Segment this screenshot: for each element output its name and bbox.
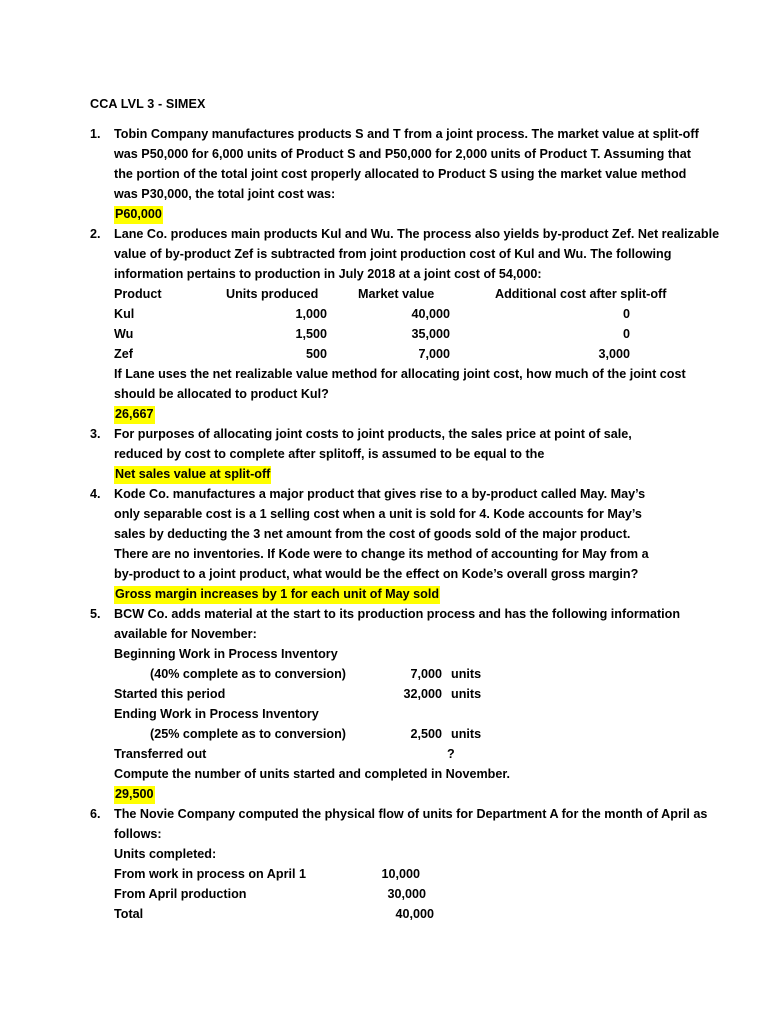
table-header-cell: Units produced	[226, 287, 319, 301]
question-text-line: only separable cost is a 1 selling cost when a unit is sold for 4. Kode accounts for May’s	[114, 507, 642, 521]
inventory-label: (25% complete as to conversion)	[150, 727, 346, 741]
table-header-cell: Additional cost after split-off	[495, 287, 667, 301]
question-text-line: Units completed:	[114, 847, 217, 861]
table-row	[114, 304, 690, 324]
question-text-line: Compute the number of units started and completed in November.	[114, 767, 511, 781]
question-4	[90, 484, 690, 604]
inventory-unit: units	[451, 667, 482, 681]
table-cell: 3,000	[598, 347, 630, 361]
table-cell: 0	[622, 327, 630, 341]
table-row	[114, 344, 690, 364]
table-cell: Kul	[114, 307, 135, 321]
inventory-row	[114, 644, 690, 664]
table-row	[114, 324, 690, 344]
table-header-row	[114, 284, 690, 304]
units-label: Total	[114, 907, 144, 921]
question-6	[90, 804, 708, 924]
question-number: 5.	[90, 607, 101, 621]
highlighted-answer: Gross margin increases by 1 for each unit of May sold	[114, 586, 440, 604]
table-cell: 1,000	[295, 307, 327, 321]
question-text-line: BCW Co. adds material at the start to its production process and has the following information	[114, 607, 681, 621]
table-header-cell: Market value	[358, 287, 435, 301]
question-text-line: by-product to a joint product, what would be the effect on Kode’s overall gross margin?	[114, 567, 639, 581]
question-text-line: available for November:	[114, 627, 257, 641]
document-title: CCA LVL 3 - SIMEX	[90, 97, 206, 111]
table-cell: Wu	[114, 327, 134, 341]
highlighted-answer: Net sales value at split-off	[114, 466, 271, 484]
question-text-line: Tobin Company manufactures products S and T from a joint process. The market value at split-off	[114, 127, 699, 141]
question-number: 1.	[90, 127, 101, 141]
table-cell: 35,000	[411, 327, 450, 341]
units-quantity: 40,000	[395, 907, 434, 921]
units-label: From work in process on April 1	[114, 867, 306, 881]
question-text-line: There are no inventories. If Kode were to change its method of accounting for May from a	[114, 547, 649, 561]
question-number: 6.	[90, 807, 101, 821]
question-text-line: sales by deducting the 3 net amount from the cost of goods sold of the major product.	[114, 527, 631, 541]
question-3	[90, 424, 690, 484]
highlighted-answer: 26,667	[114, 406, 155, 424]
inventory-row	[114, 664, 690, 684]
question-2	[90, 224, 720, 424]
inventory-row	[114, 724, 690, 744]
question-text-line: was P50,000 for 6,000 units of Product S and P50,000 for 2,000 units of Product T. Assuming that	[114, 147, 691, 161]
question-text-line: value of by-product Zef is subtracted from joint production cost of Kul and Wu. The following	[114, 247, 672, 261]
question-text-line: If Lane uses the net realizable value method for allocating joint cost, how much of the joint cost	[114, 367, 686, 381]
question-number: 3.	[90, 427, 101, 441]
table-cell: 40,000	[411, 307, 450, 321]
question-text-line: The Novie Company computed the physical flow of units for Department A for the month of April as	[114, 807, 708, 821]
question-text-line: reduced by cost to complete after splitoff, is assumed to be equal to the	[114, 447, 545, 461]
question-text-line: information pertains to production in July 2018 at a joint cost of 54,000:	[114, 267, 542, 281]
question-text-line: was P30,000, the total joint cost was:	[114, 187, 336, 201]
inventory-unit: ?	[447, 747, 455, 761]
units-label: From April production	[114, 887, 247, 901]
question-number: 4.	[90, 487, 101, 501]
inventory-label: Transferred out	[114, 747, 207, 761]
question-text-line: follows:	[114, 827, 162, 841]
inventory-label: (40% complete as to conversion)	[150, 667, 346, 681]
units-row	[114, 884, 690, 904]
table-header-cell: Product	[114, 287, 162, 301]
inventory-quantity: 7,000	[410, 667, 442, 681]
table-cell: 1,500	[295, 327, 327, 341]
question-text-line: Kode Co. manufactures a major product that gives rise to a by-product called May. May’s	[114, 487, 646, 501]
question-5	[90, 604, 690, 804]
inventory-label: Started this period	[114, 687, 226, 701]
units-quantity: 30,000	[387, 887, 426, 901]
inventory-row	[114, 684, 690, 704]
inventory-row	[114, 704, 690, 724]
inventory-unit: units	[451, 727, 482, 741]
question-1	[90, 124, 699, 224]
inventory-row	[114, 744, 690, 764]
question-number: 2.	[90, 227, 101, 241]
table-cell: 0	[622, 307, 630, 321]
units-quantity: 10,000	[381, 867, 420, 881]
question-text-line: For purposes of allocating joint costs to joint products, the sales price at point of sale,	[114, 427, 632, 441]
units-row	[114, 904, 690, 924]
table-cell: 500	[305, 347, 327, 361]
table-cell: 7,000	[418, 347, 450, 361]
question-text-line: should be allocated to product Kul?	[114, 387, 329, 401]
question-text-line: Lane Co. produces main products Kul and Wu. The process also yields by-product Zef. Net realizable	[114, 227, 720, 241]
inventory-label: Ending Work in Process Inventory	[114, 707, 319, 721]
inventory-quantity: 32,000	[403, 687, 442, 701]
highlighted-answer: P60,000	[114, 206, 163, 224]
table-cell: Zef	[114, 347, 133, 361]
inventory-label: Beginning Work in Process Inventory	[114, 647, 338, 661]
inventory-quantity: 2,500	[410, 727, 442, 741]
highlighted-answer: 29,500	[114, 786, 155, 804]
inventory-unit: units	[451, 687, 482, 701]
question-text-line: the portion of the total joint cost properly allocated to Product S using the market value method	[114, 167, 687, 181]
units-row	[114, 864, 690, 884]
